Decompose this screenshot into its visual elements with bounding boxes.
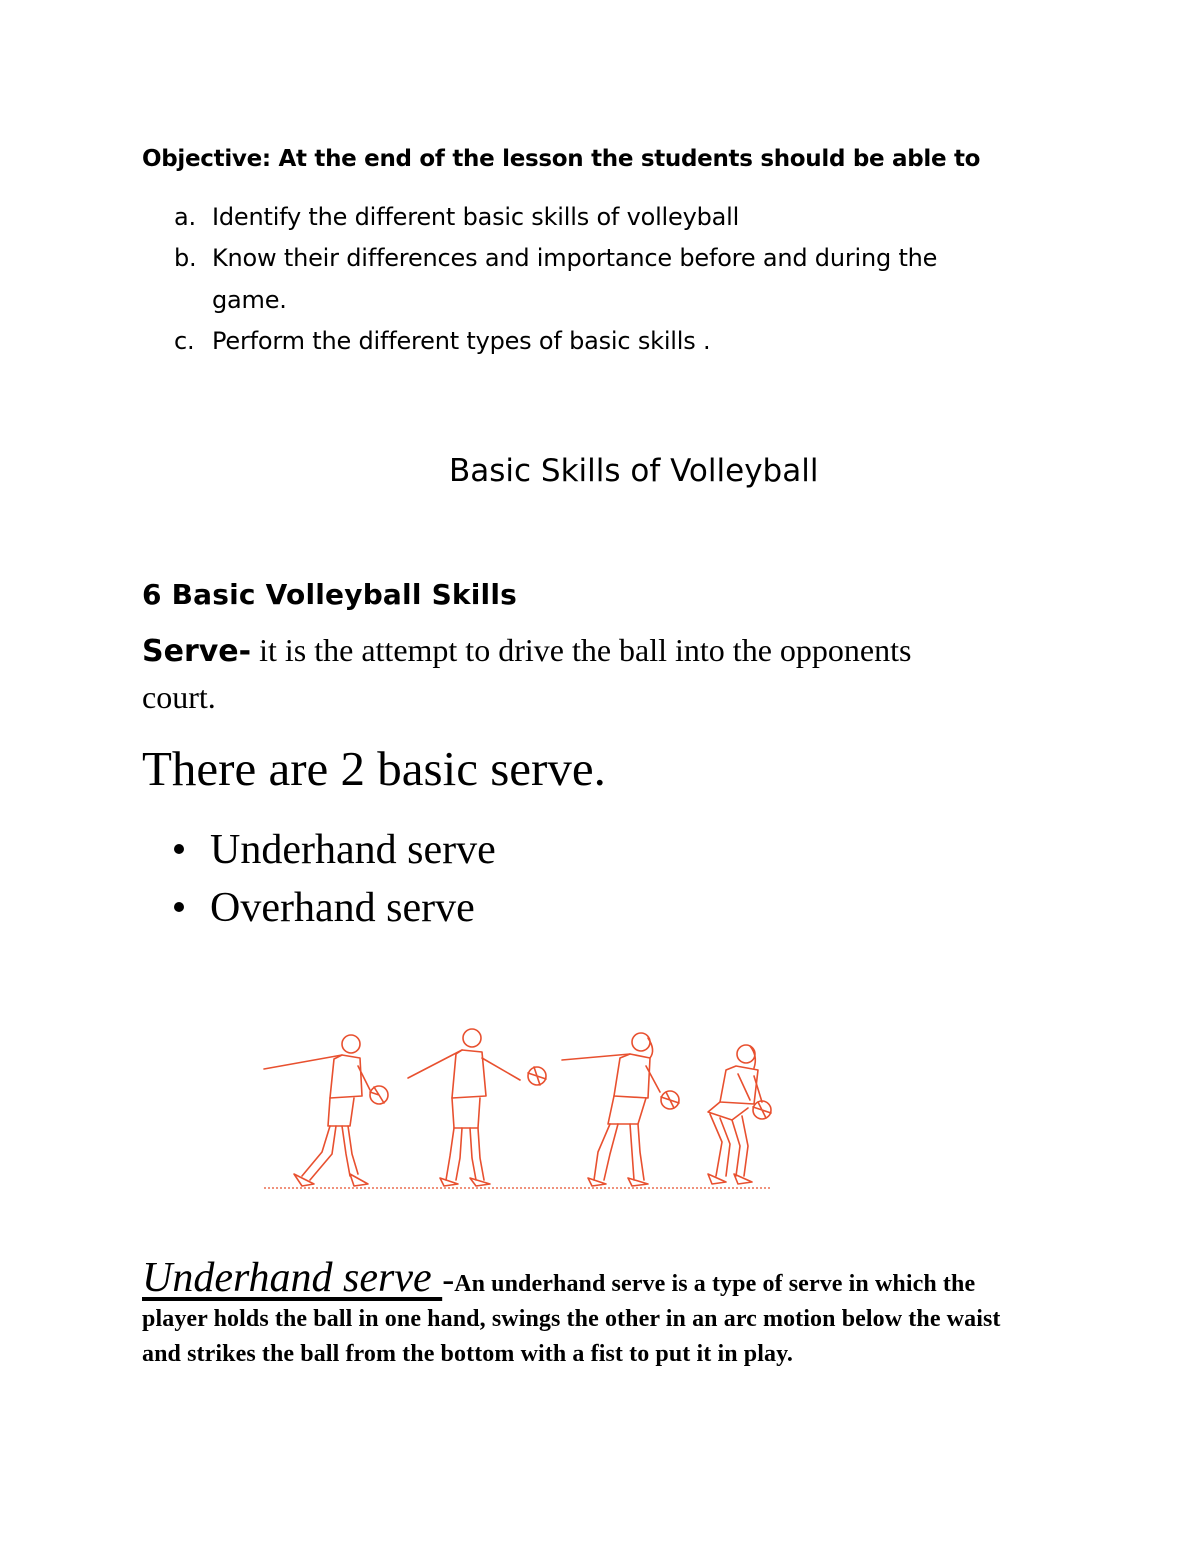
- objective-heading: Objective: At the end of the lesson the students should be able to: [142, 146, 981, 172]
- objective-item-c: [174, 327, 710, 355]
- objective-item-a: [174, 203, 739, 231]
- definition-text-line3: and strikes the ball from the bottom with a fist to put it in play.: [142, 1341, 793, 1367]
- definition-dash: -: [442, 1259, 455, 1299]
- underhand-definition: [142, 1254, 975, 1302]
- serve-figure-2: [408, 1029, 546, 1186]
- serve-figure-1: [264, 1035, 388, 1186]
- serve-definition: [142, 632, 911, 669]
- definition-text-line2: player holds the ball in one hand, swings the other in an arc motion below the waist: [142, 1306, 1001, 1332]
- serve-term: Serve-: [142, 634, 252, 669]
- serve-type-item: [174, 884, 475, 932]
- serve-types-intro: There are 2 basic serve.: [142, 741, 606, 796]
- underhand-term: Underhand serve: [142, 1255, 443, 1301]
- section-title: Basic Skills of Volleyball: [449, 453, 819, 489]
- serve-definition-text: it is the attempt to drive the ball into the opponents: [251, 632, 912, 668]
- serve-type-label: Overhand serve: [210, 885, 475, 931]
- serve-definition-continuation: court.: [142, 679, 216, 715]
- bullet-icon: [174, 902, 184, 912]
- list-item-text: Know their differences and importance before and during the: [212, 244, 938, 272]
- bullet-icon: [174, 844, 184, 854]
- underhand-serve-illustration: [258, 1024, 778, 1196]
- serve-figure-4: [708, 1045, 771, 1184]
- serve-type-label: Underhand serve: [210, 827, 496, 873]
- list-item-text: Perform the different types of basic skills .: [212, 327, 711, 355]
- objective-item-b-continuation: game.: [212, 286, 287, 314]
- serve-figure-3: [562, 1033, 679, 1186]
- skills-heading: 6 Basic Volleyball Skills: [142, 578, 518, 611]
- list-marker: a.: [174, 203, 196, 231]
- definition-text: An underhand serve is a type of serve in which the: [454, 1271, 976, 1297]
- serve-type-item: [174, 826, 496, 874]
- list-marker: b.: [174, 244, 197, 272]
- objective-item-b: [174, 244, 937, 272]
- list-item-text: Identify the different basic skills of volleyball: [212, 203, 740, 231]
- list-marker: c.: [174, 327, 195, 355]
